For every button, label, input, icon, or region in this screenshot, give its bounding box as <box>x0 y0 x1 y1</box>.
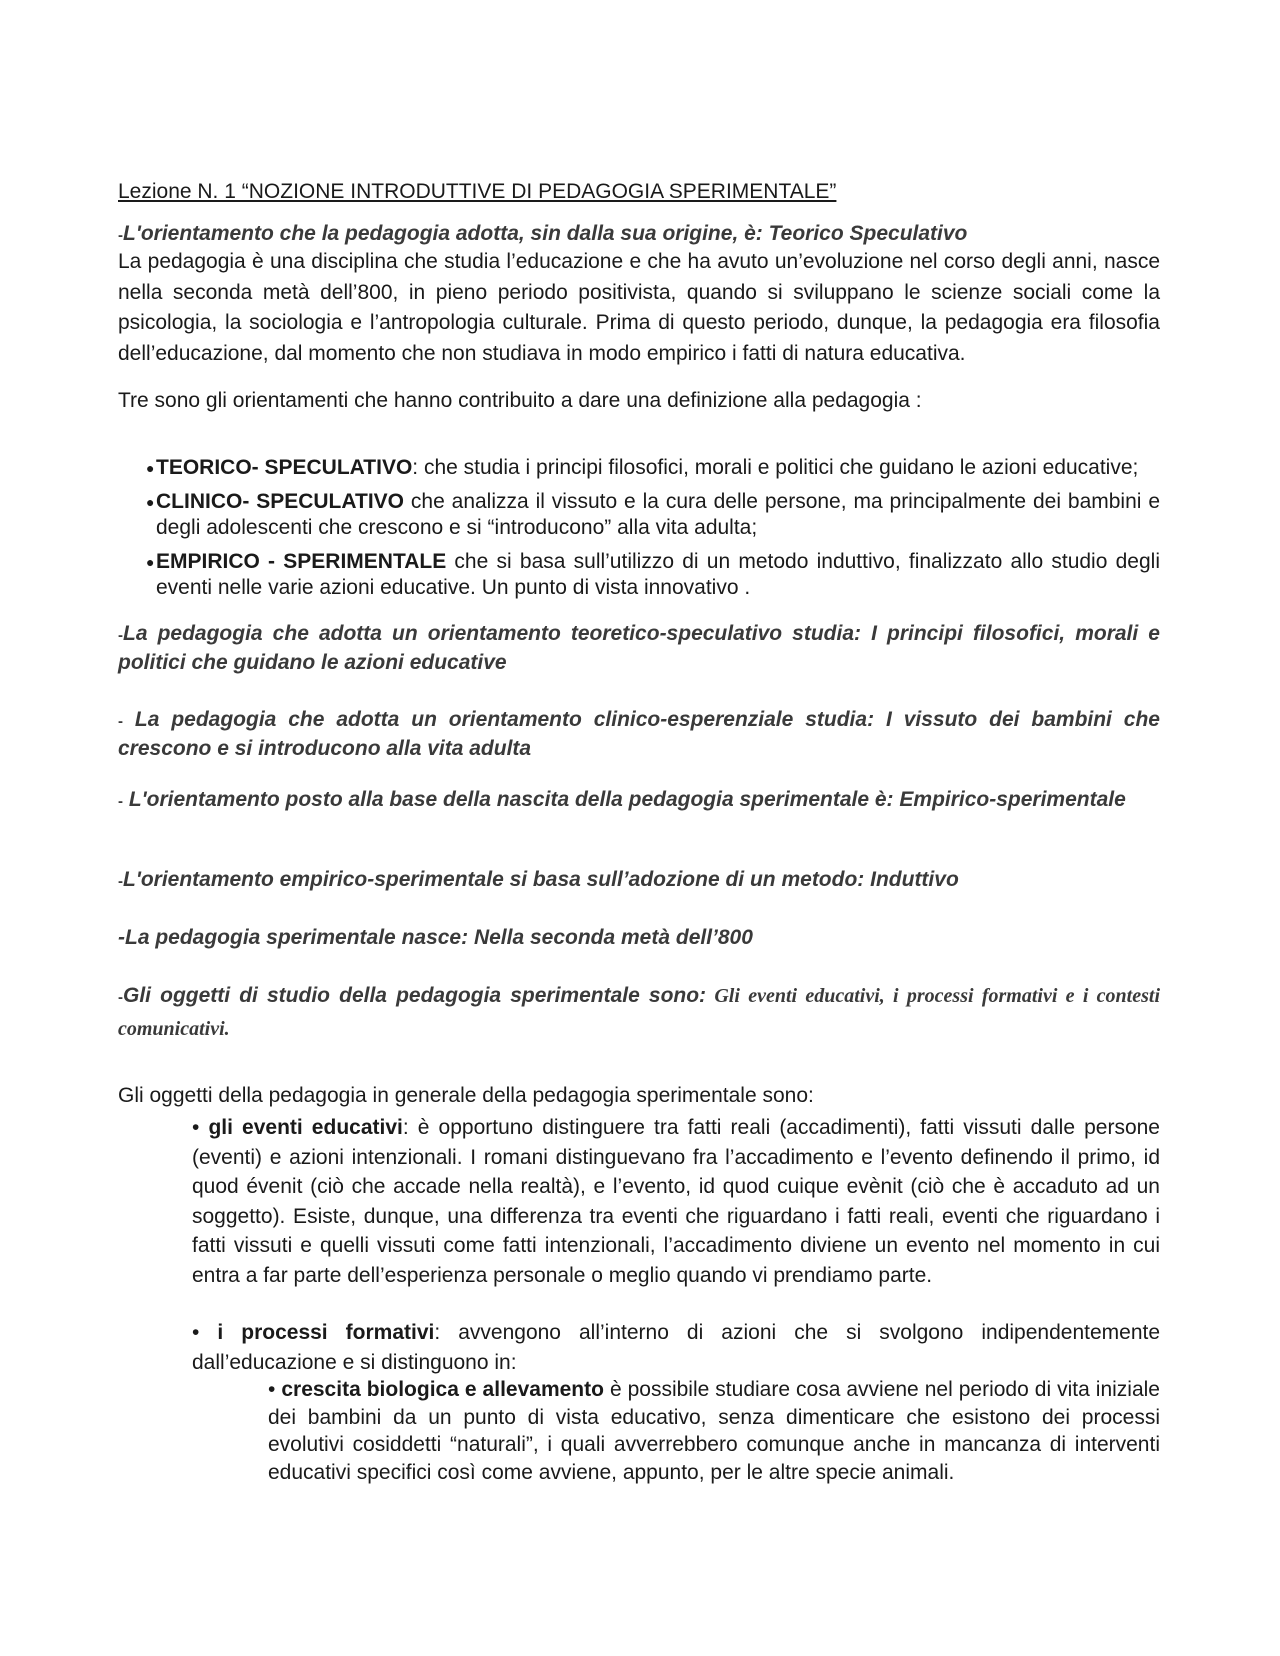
item-term: crescita biologica e allevamento <box>275 1378 604 1401</box>
question-text: L'orientamento empirico-sperimentale si basa sull’adozione di un metodo: Induttivo <box>123 868 959 891</box>
question-6: -La pedagogia sperimentale nasce: Nella seconda metà dell’800 <box>118 926 753 949</box>
list-item <box>146 455 1160 481</box>
dash: - <box>118 227 123 244</box>
item-text: è possibile studiare cosa avviene nel periodo di vita iniziale dei bambini da un punto di vista educativo, senza dimenticare che esistono dei processi evolutivi cosiddetti “naturali”, i quali avverrebbero comunque anche in mancanza di interventi educativi specifici così come avviene, appunto, per le altre specie animali. <box>268 1378 1160 1484</box>
eventi-educativi-item <box>192 1113 1160 1290</box>
question-5 <box>118 866 1160 895</box>
item-term: EMPIRICO - SPERIMENTALE <box>156 550 447 573</box>
item-text: che si basa sull’utilizzo di un metodo induttivo, finalizzato allo studio degli eventi nelle varie azioni educative. Un punto di vista innovativo . <box>156 550 1160 599</box>
list-item <box>146 549 1160 601</box>
question-4 <box>118 786 1160 815</box>
dash: - <box>118 627 123 644</box>
item-text: che analizza il vissuto e la cura delle persone, ma principalmente dei bambini e degli adolescenti che crescono e si “introducono” alla vita adulta; <box>156 490 1160 539</box>
question-7 <box>118 980 1160 1045</box>
orientamenti-lead: Tre sono gli orientamenti che hanno contribuito a dare una definizione alla pedagogia : <box>118 389 922 412</box>
dash: - <box>118 713 123 730</box>
question-3 <box>118 706 1160 762</box>
bullet-icon: • <box>268 1378 276 1401</box>
crescita-biologica-item <box>268 1376 1160 1486</box>
item-term: TEORICO- SPECULATIVO <box>156 456 413 479</box>
question-2 <box>118 620 1160 676</box>
orientamenti-list <box>146 455 1160 609</box>
item-text: : avvengono all’interno di azioni che si svolgono indipendentemente dall’educazione e si distinguono in: <box>192 1321 1161 1374</box>
dash: - <box>118 989 123 1006</box>
question-answer: Gli eventi educativi, i processi formativi e i contesti comunicativi. <box>118 985 1161 1040</box>
question-text: L'orientamento che la pedagogia adotta, sin dalla sua origine, è: Teorico Speculativo <box>123 222 968 245</box>
question-1 <box>118 220 1160 249</box>
bullet-icon: ● <box>146 494 155 510</box>
oggetti-lead: Gli oggetti della pedagogia in generale della pedagogia sperimentale sono: <box>118 1084 814 1107</box>
question-text: Gli oggetti di studio della pedagogia sperimentale sono: <box>123 984 707 1007</box>
dash: - <box>118 793 123 810</box>
question-text: La pedagogia che adotta un orientamento teoretico-speculativo studia: I principi filosofici, morali e politici che guidano le azioni educative <box>118 622 1160 674</box>
item-term: gli eventi educativi <box>199 1116 403 1139</box>
list-item <box>146 489 1160 541</box>
item-term: i processi formativi <box>199 1321 435 1344</box>
bullet-icon: • <box>192 1321 200 1344</box>
lesson-title: Lezione N. 1 “NOZIONE INTRODUTTIVE DI PEDAGOGIA SPERIMENTALE” <box>118 180 837 203</box>
item-text: : che studia i principi filosofici, morali e politici che guidano le azioni educative; <box>412 456 1139 479</box>
item-text: : è opportuno distinguere tra fatti reali (accadimenti), fatti vissuti dalle persone (eventi) e azioni intenzionali. I romani distinguevano fra l’accadimento e l’evento definendo il primo, id quod évenit (ciò che accade nella realtà), e l’evento, id quod cuique evènit (ciò che è accaduto ad un soggetto). Esiste, dunque, una differenza tra eventi che riguardano i fatti reali, eventi che riguardano i fatti vissuti e quelli vissuti come fatti intenzionali, l’accadimento diviene un evento nel momento in cui entra a far parte dell’esperienza personale o meglio quando vi prendiamo parte. <box>192 1116 1160 1287</box>
processi-formativi-item <box>192 1318 1160 1377</box>
bullet-icon: ● <box>146 460 155 476</box>
intro-paragraph: La pedagogia è una disciplina che studia l’educazione e che ha avuto un’evoluzione nel corso degli anni, nasce nella seconda metà dell’800, in pieno periodo positivista, quando si sviluppano le scienze sociali come la psicologia, la sociologia e l’antropologia culturale. Prima di questo periodo, dunque, la pedagogia era filosofia dell’educazione, dal momento che non studiava in modo empirico i fatti di natura educativa. <box>118 250 1160 365</box>
bullet-icon: • <box>192 1116 200 1139</box>
bullet-icon: ● <box>146 554 155 570</box>
dash: - <box>118 873 123 890</box>
question-text: La pedagogia che adotta un orientamento clinico-esperenziale studia: I vissuto dei bambini che crescono e si introducono alla vita adulta <box>118 708 1160 760</box>
question-text: L'orientamento posto alla base della nascita della pedagogia sperimentale è: Empirico-sperimentale <box>123 788 1126 811</box>
item-term: CLINICO- SPECULATIVO <box>156 490 404 513</box>
